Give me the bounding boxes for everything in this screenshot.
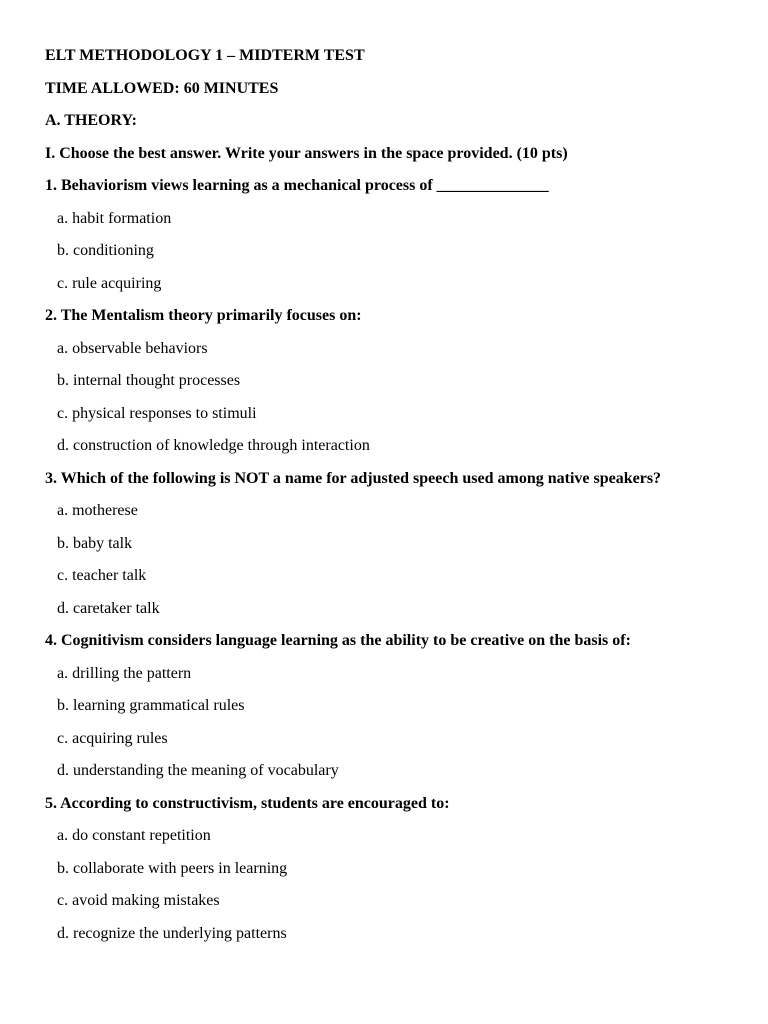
question-1 <box>45 175 745 305</box>
question-3 <box>45 468 745 631</box>
answer-option: a. motherese <box>57 502 138 519</box>
answer-option: d. caretaker talk <box>57 599 160 617</box>
question-5 <box>45 793 745 956</box>
answer-option: c. acquiring rules <box>57 729 168 747</box>
time-allowed: TIME ALLOWED: 60 MINUTES <box>45 79 279 97</box>
answer-option: b. baby talk <box>57 534 133 552</box>
answer-option: c. avoid making mistakes <box>57 892 220 909</box>
question-text: 5. According to constructivism, students are encouraged to: <box>45 794 450 812</box>
answer-option: d. understanding the meaning of vocabulary <box>57 762 339 779</box>
answer-option: a. habit formation <box>57 209 172 227</box>
question-text: 3. Which of the following is NOT a name for adjusted speech used among native speakers? <box>45 469 662 487</box>
answer-option: d. construction of knowledge through interaction <box>57 437 370 454</box>
answer-option: a. drilling the pattern <box>57 664 192 682</box>
question-2 <box>45 305 745 468</box>
question-text: 4. Cognitivism considers language learning as the ability to be creative on the basis of: <box>45 632 631 649</box>
answer-option: b. internal thought processes <box>57 372 241 389</box>
question-4 <box>45 630 745 793</box>
answer-option: d. recognize the underlying patterns <box>57 924 287 942</box>
test-page <box>45 45 745 955</box>
answer-option: c. physical responses to stimuli <box>57 404 257 422</box>
answer-option: a. do constant repetition <box>57 827 211 844</box>
answer-option: b. conditioning <box>57 242 154 259</box>
answer-option: a. observable behaviors <box>57 339 208 357</box>
test-title: ELT METHODOLOGY 1 – MIDTERM TEST <box>45 47 365 64</box>
section-heading: A. THEORY: <box>45 112 137 129</box>
answer-option: c. rule acquiring <box>57 274 162 292</box>
answer-option: b. collaborate with peers in learning <box>57 859 288 877</box>
question-text: 2. The Mentalism theory primarily focuses on: <box>45 307 362 324</box>
answer-option: c. teacher talk <box>57 567 147 584</box>
instructions: I. Choose the best answer. Write your answers in the space provided. (10 pts) <box>45 144 568 162</box>
question-text: 1. Behaviorism views learning as a mechanical process of ______________ <box>45 177 549 194</box>
answer-option: b. learning grammatical rules <box>57 697 245 714</box>
